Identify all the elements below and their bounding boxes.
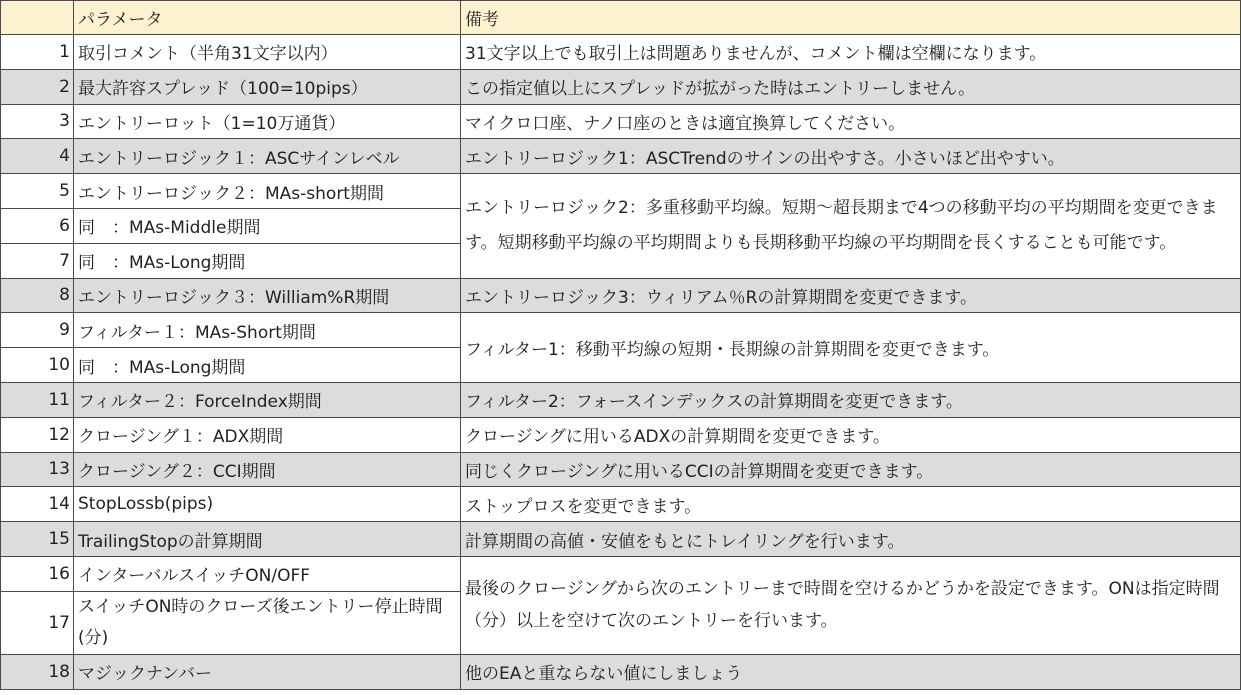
- table-row: [1, 35, 1241, 70]
- parameter-name: エントリーロジック２：MAs-short期間: [74, 174, 461, 209]
- row-number: 13: [1, 452, 74, 487]
- row-number: 6: [1, 208, 74, 243]
- header-parameter: パラメータ: [74, 1, 461, 35]
- parameter-note: エントリーロジック1：ASCTrendのサインの出やすさ。小さいほど出やすい。: [461, 139, 1241, 174]
- row-number: 1: [1, 35, 74, 70]
- table-row: [1, 452, 1241, 487]
- table-row: [1, 69, 1241, 104]
- row-number: 5: [1, 174, 74, 209]
- parameter-name: クロージング１：ADX期間: [74, 417, 461, 452]
- row-number: 10: [1, 348, 74, 383]
- table-row: [1, 278, 1241, 313]
- table-row: [1, 313, 1241, 348]
- parameter-name: 最大許容スプレッド（100=10pips）: [74, 69, 461, 104]
- table-row: [1, 522, 1241, 557]
- header-note: 備考: [461, 1, 1241, 35]
- row-number: 12: [1, 417, 74, 452]
- table-row: [1, 139, 1241, 174]
- parameter-name: エントリーロジック３：William%R期間: [74, 278, 461, 313]
- parameter-note: 同じくクロージングに用いるCCIの計算期間を変更できます。: [461, 452, 1241, 487]
- row-number: 9: [1, 313, 74, 348]
- parameter-note: 他のEAと重ならない値にしましょう: [461, 654, 1241, 689]
- parameter-note: この指定値以上にスプレッドが拡がった時はエントリーしません。: [461, 69, 1241, 104]
- table-row: [1, 417, 1241, 452]
- parameter-name: StopLossb(pips): [74, 487, 461, 522]
- row-number: 14: [1, 487, 74, 522]
- table-row: [1, 654, 1241, 689]
- parameter-name: インターバルスイッチON/OFF: [74, 556, 461, 591]
- parameter-name: 同 ：MAs-Middle期間: [74, 208, 461, 243]
- parameter-note: フィルター2：フォースインデックスの計算期間を変更できます。: [461, 382, 1241, 417]
- parameter-note: 最後のクロージングから次のエントリーまで時間を空けるかどうかを設定できます。ONは指定時間（分）以上を空けて次のエントリーを行います。: [461, 556, 1241, 654]
- row-number: 16: [1, 556, 74, 591]
- row-number: 8: [1, 278, 74, 313]
- row-number: 11: [1, 382, 74, 417]
- parameter-name: 同 ：MAs-Long期間: [74, 243, 461, 278]
- table-row: [1, 382, 1241, 417]
- parameter-note: 計算期間の高値・安値をもとにトレイリングを行います。: [461, 522, 1241, 557]
- row-number: 18: [1, 654, 74, 689]
- parameter-name: 同 ：MAs-Long期間: [74, 348, 461, 383]
- parameter-note: マイクロ口座、ナノ口座のときは適宜換算してください。: [461, 104, 1241, 139]
- row-number: 2: [1, 69, 74, 104]
- parameter-note: エントリーロジック2：多重移動平均線。短期～超長期まで4つの移動平均の平均期間を変更できます。短期移動平均線の平均期間よりも長期移動平均線の平均期間を長くすることも可能です。: [461, 174, 1241, 278]
- parameter-name: フィルター１：MAs-Short期間: [74, 313, 461, 348]
- header-row: [1, 1, 1241, 35]
- row-number: 3: [1, 104, 74, 139]
- header-number-cell: [1, 1, 74, 35]
- row-number: 15: [1, 522, 74, 557]
- parameter-name: TrailingStopの計算期間: [74, 522, 461, 557]
- parameter-note: ストップロスを変更できます。: [461, 487, 1241, 522]
- parameter-name: エントリーロット（1=10万通貨）: [74, 104, 461, 139]
- parameter-name: エントリーロジック１：ASCサインレベル: [74, 139, 461, 174]
- parameter-note: クロージングに用いるADXの計算期間を変更できます。: [461, 417, 1241, 452]
- parameter-name: スイッチON時のクローズ後エントリー停止時間(分): [74, 591, 461, 654]
- parameter-name: 取引コメント（半角31文字以内）: [74, 35, 461, 70]
- parameter-name: マジックナンバー: [74, 654, 461, 689]
- row-number: 7: [1, 243, 74, 278]
- table-row: [1, 556, 1241, 591]
- table-row: [1, 104, 1241, 139]
- parameter-note: フィルター1：移動平均線の短期・長期線の計算期間を変更できます。: [461, 313, 1241, 383]
- table-row: [1, 487, 1241, 522]
- parameter-name: フィルター２：ForceIndex期間: [74, 382, 461, 417]
- table-row: [1, 174, 1241, 209]
- parameter-note: 31文字以上でも取引上は問題ありませんが、コメント欄は空欄になります。: [461, 35, 1241, 70]
- parameter-note: エントリーロジック3：ウィリアム％Rの計算期間を変更できます。: [461, 278, 1241, 313]
- row-number: 4: [1, 139, 74, 174]
- parameter-name: クロージング２：CCI期間: [74, 452, 461, 487]
- row-number: 17: [1, 591, 74, 654]
